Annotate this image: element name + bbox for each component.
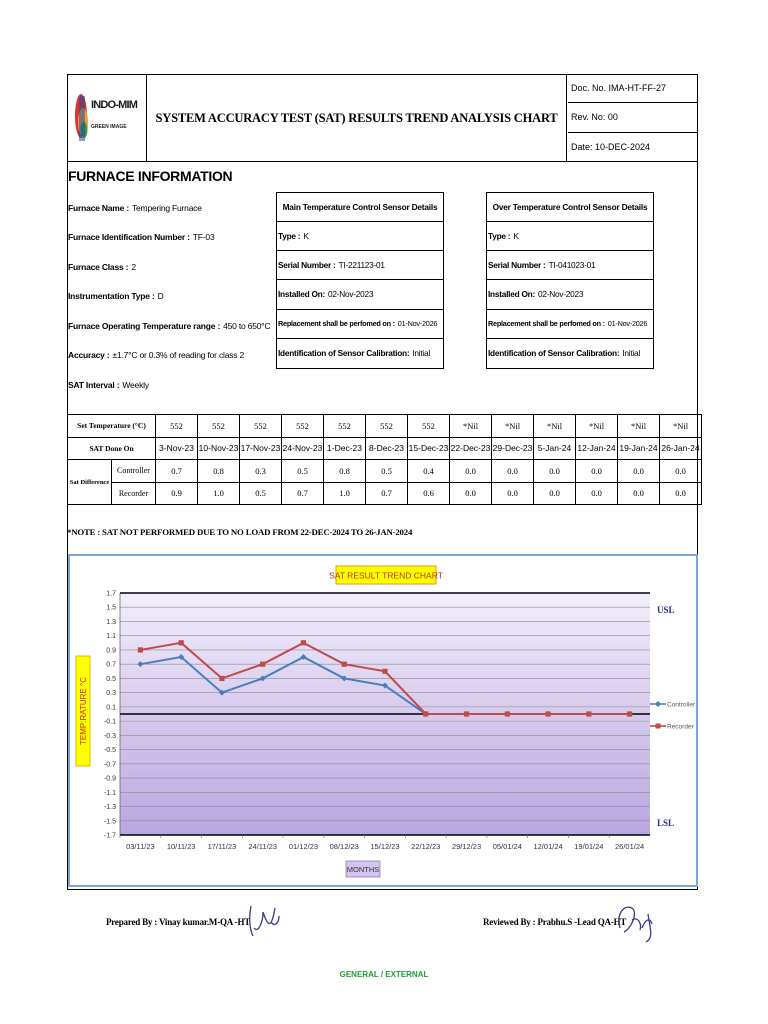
furnace-class-row: Furnace Class : 2 [68,261,136,272]
document-title: SYSTEM ACCURACY TEST (SAT) RESULTS TREND ANALYSIS CHART [147,74,567,162]
x-axis-label: MONTHS [346,865,380,874]
legend-marker [656,724,661,729]
document-control-box [568,74,698,162]
reviewed-signature [612,898,662,944]
recorder-row [68,482,702,505]
furnace-info-title: FURNACE INFORMATION [68,168,233,184]
set-temperature-cell: 552 [240,415,282,438]
over-temp-sensor-box [486,192,654,369]
y-tick-label: -0.1 [103,718,116,726]
over-sensor-type: Type : K [487,222,653,251]
controller-value-cell: 0.4 [408,460,450,483]
controller-label: Controller [112,460,156,483]
y-tick-label: 0.3 [106,690,116,698]
sat-date-cell: 22-Dec-23 [450,437,492,460]
controller-value-cell: 0.5 [282,460,324,483]
y-tick-label: 1.5 [106,604,116,612]
x-tick-label: 15/12/23 [370,842,400,851]
set-temperature-label: Set Temperature (°C) [68,415,156,438]
set-temperature-cell: *Nil [492,415,534,438]
x-tick-label: 12/01/24 [533,842,563,851]
recorder-point [464,711,469,716]
set-temperature-cell: *Nil [450,415,492,438]
furnace-id-row: Furnace Identification Number : TF-03 [68,232,215,243]
x-tick-label: 05/01/24 [492,842,522,851]
svg-text:GREEN IMAGE: GREEN IMAGE [91,124,127,130]
y-axis-label: TEMP:RATURE °C [79,677,88,745]
over-sensor-serial: Serial Number : TI-041023-01 [487,251,653,280]
recorder-value-cell: 0.0 [492,482,534,505]
set-temperature-cell: *Nil [618,415,660,438]
x-tick-label: 24/11/23 [248,842,278,851]
recorder-point [382,669,387,674]
prepared-by: Prepared By : Vinay kumar.M-QA -HT [106,917,251,927]
recorder-value-cell: 0.0 [534,482,576,505]
controller-value-cell: 0.3 [240,460,282,483]
y-tick-label: 0.7 [106,661,116,669]
sat-date-cell: 17-Nov-23 [240,437,282,460]
recorder-point [179,640,184,645]
recorder-value-cell: 1.0 [198,482,240,505]
sat-difference-label: Sat Difference [68,460,112,505]
sat-trend-chart [68,554,698,887]
set-temperature-cell: *Nil [576,415,618,438]
recorder-point [586,711,591,716]
x-tick-label: 22/12/23 [411,842,441,851]
sat-date-cell: 26-Jan-24 [660,437,702,460]
controller-value-cell: 0.8 [198,460,240,483]
recorder-point [627,711,632,716]
legend-label: Controller [667,701,696,709]
recorder-value-cell: 1.0 [324,482,366,505]
set-temperature-cell: 552 [366,415,408,438]
accuracy-row: Accuracy : ±1.7°C or 0.3% of reading for class 2 [68,350,245,361]
main-sensor-serial: Serial Number : TI-221123-01 [277,251,443,280]
controller-value-cell: 0.0 [534,460,576,483]
furnace-info-list [68,193,273,400]
recorder-value-cell: 0.0 [618,482,660,505]
x-tick-label: 17/11/23 [207,842,237,851]
recorder-label: Recorder [112,482,156,505]
document-header [67,74,698,162]
classification-footer: GENERAL / EXTERNAL [339,970,429,979]
recorder-point [260,662,265,667]
x-tick-label: 03/11/23 [126,842,155,851]
over-sensor-replacement: Replacement shall be perfomed on : 01-Nov-2026 [487,310,653,339]
recorder-value-cell: 0.7 [366,482,408,505]
y-tick-label: -0.5 [103,747,116,755]
main-sensor-calibration: Identification of Sensor Calibration: Initial [278,348,430,359]
prepared-signature [245,898,285,944]
svg-text:INDO-MIM: INDO-MIM [91,99,138,111]
over-sensor-installed: Installed On: 02-Nov-2023 [487,280,653,309]
sat-date-cell: 10-Nov-23 [198,437,240,460]
set-temperature-cell: 552 [324,415,366,438]
sat-done-on-label: SAT Done On [68,437,156,460]
over-sensor-title: Over Temperature Control Sensor Details [487,193,653,222]
document-date: Date: 10-DEC-2024 [571,142,651,153]
recorder-value-cell: 0.6 [408,482,450,505]
recorder-value-cell: 0.0 [576,482,618,505]
x-tick-label: 26/01/24 [615,842,645,851]
set-temperature-cell: 552 [282,415,324,438]
instrumentation-type-row: Instrumentation Type : D [68,291,164,302]
x-tick-label: 10/11/23 [166,842,196,851]
x-tick-label: 29/12/23 [451,842,482,851]
legend-marker [655,701,661,707]
usl-label: USL [657,605,675,615]
sat-date-cell: 1-Dec-23 [324,437,366,460]
sat-interval-row: SAT Interval : Weekly [68,379,149,390]
recorder-point [301,640,306,645]
sat-date-cell: 15-Dec-23 [408,437,450,460]
recorder-value-cell: 0.7 [282,482,324,505]
recorder-value-cell: 0.0 [660,482,702,505]
furnace-name-row: Furnace Name : Tempering Furnace [68,202,202,213]
company-logo [71,86,143,146]
recorder-value-cell: 0.5 [240,482,282,505]
set-temperature-cell: *Nil [534,415,576,438]
recorder-point [342,662,347,667]
y-tick-label: -1.5 [103,818,116,826]
y-tick-label: -1.7 [103,832,116,840]
sat-date-cell: 19-Jan-24 [618,437,660,460]
y-tick-label: -1.3 [103,804,116,812]
recorder-point [138,647,143,652]
sat-trend-chart-svg [70,556,696,885]
recorder-value-cell: 0.9 [156,482,198,505]
recorder-point [423,711,428,716]
controller-value-cell: 0.0 [576,460,618,483]
y-tick-label: 1.1 [106,633,116,641]
recorder-point [219,676,224,681]
controller-value-cell: 0.0 [618,460,660,483]
controller-value-cell: 0.0 [492,460,534,483]
main-sensor-replacement: Replacement shall be perfomed on : 01-Nov-2026 [277,310,443,339]
set-temperature-row [68,415,702,438]
set-temperature-cell: 552 [156,415,198,438]
set-temperature-cell: 552 [198,415,240,438]
y-tick-label: 1.7 [106,590,116,598]
sat-done-on-row [68,437,702,460]
y-tick-label: -0.9 [103,775,116,783]
sat-date-cell: 29-Dec-23 [492,437,534,460]
recorder-point [505,711,510,716]
set-temperature-cell: *Nil [660,415,702,438]
sat-date-cell: 24-Nov-23 [282,437,324,460]
recorder-point [545,711,550,716]
main-sensor-type: Type : K [277,222,443,251]
y-tick-label: -0.7 [103,761,116,769]
x-tick-label: 01/12/23 [288,842,319,851]
chart-title: SAT RESULT TREND CHART [329,570,443,581]
recorder-value-cell: 0.0 [450,482,492,505]
x-tick-label: 19/01/24 [574,842,604,851]
sat-date-cell: 3-Nov-23 [156,437,198,460]
main-sensor-installed: Installed On: 02-Nov-2023 [277,280,443,309]
controller-value-cell: 0.7 [156,460,198,483]
over-sensor-calibration: Identification of Sensor Calibration: Initial [488,348,640,359]
sat-date-cell: 8-Dec-23 [366,437,408,460]
sat-date-cell: 12-Jan-24 [576,437,618,460]
y-tick-label: -0.3 [103,732,116,740]
controller-value-cell: 0.5 [366,460,408,483]
controller-row [68,460,702,483]
sat-date-cell: 5-Jan-24 [534,437,576,460]
logo-cell [67,74,147,162]
y-tick-label: -1.1 [103,789,116,797]
main-sensor-title: Main Temperature Control Sensor Details [277,193,443,222]
x-tick-label: 08/12/23 [329,842,359,851]
controller-value-cell: 0.0 [450,460,492,483]
y-tick-label: 0.9 [106,647,116,655]
doc-number: Doc. No. IMA-HT-FF-27 [568,74,698,103]
y-tick-label: 0.5 [106,675,116,683]
reviewed-by: Reviewed By : Prabhu.S -Lead QA-HT [483,917,627,927]
revision-number: Rev. No: 00 [568,103,698,132]
set-temperature-cell: 552 [408,415,450,438]
legend-label: Recorder [667,723,694,731]
controller-value-cell: 0.0 [660,460,702,483]
controller-value-cell: 0.8 [324,460,366,483]
lsl-label: LSL [657,818,675,828]
y-tick-label: 0.1 [106,704,116,712]
y-tick-label: 1.3 [106,618,116,626]
operating-temp-row: Furnace Operating Temperature range : 450 to 650°C [68,320,271,331]
main-sensor-box [276,192,444,369]
sat-results-table [67,414,702,505]
no-load-note: *NOTE : SAT NOT PERFORMED DUE TO NO LOAD FROM 22-DEC-2024 TO 26-JAN-2024 [67,527,413,537]
